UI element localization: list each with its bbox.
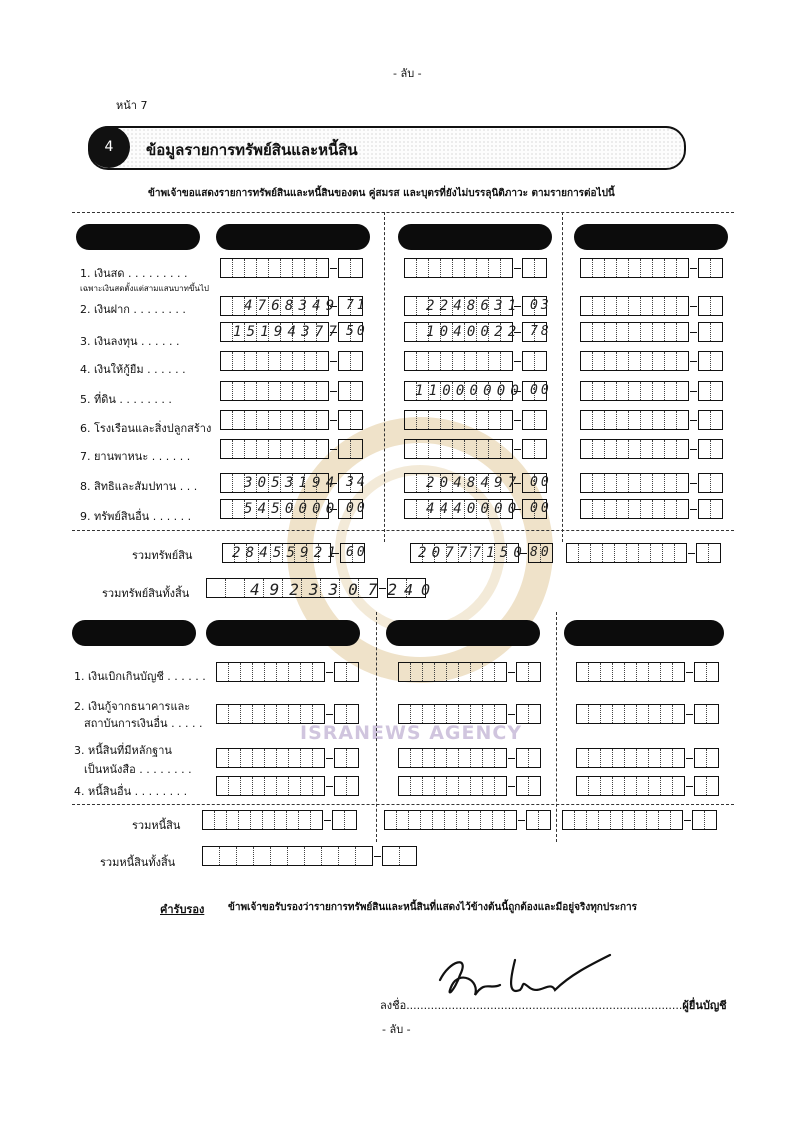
liability-row-2-col3-boxes — [576, 704, 719, 724]
deposit-col1-dec: 71 — [346, 298, 368, 313]
liability-total-label: รวมหนี้สิน — [132, 819, 181, 832]
asset-row-1-col2-boxes — [404, 258, 547, 278]
liability-label-documented-a: 3. หนี้สินที่มีหลักฐาน — [74, 744, 172, 757]
investment-col2-int: 1040022 — [426, 324, 522, 340]
asset-row-6-col2-boxes — [404, 410, 547, 430]
liability-label-overdraft: 1. เงินเบิกเกินบัญชี . . . . . . — [74, 670, 206, 683]
asset-row-9-col3-boxes — [580, 499, 723, 519]
liability-row-4-col1-boxes — [216, 776, 359, 796]
asset-row-1-col3-boxes — [580, 258, 723, 278]
land-col2-dec: 00 — [530, 383, 552, 398]
liability-label-documented-b: เป็นหนังสือ . . . . . . . . — [84, 763, 192, 776]
asset-row-2-col3-boxes — [580, 296, 723, 316]
other-col2-dec: 00 — [530, 501, 552, 516]
column-divider — [562, 212, 563, 542]
liability-label-bank-loan-b: สถาบันการเงินอื่น . . . . . — [84, 717, 203, 730]
asset-label-investment: 3. เงินลงทุน . . . . . . — [80, 335, 180, 348]
assets-header-col3-pill — [574, 224, 728, 250]
other-col2-int: 4440000 — [426, 501, 522, 517]
liability-total-col2-boxes — [384, 810, 551, 830]
liability-label-other: 4. หนี้สินอื่น . . . . . . . . — [74, 785, 188, 798]
asset-row-7-col1-boxes — [220, 439, 363, 459]
confidential-mark-top: - ลับ - — [393, 67, 422, 80]
asset-row-8-col3-boxes — [580, 473, 723, 493]
liabilities-header-label-pill — [72, 620, 196, 646]
assets-header-col1-pill — [216, 224, 370, 250]
signature-line — [380, 996, 727, 1014]
total-col1-int: 28455921 — [232, 545, 342, 561]
other-col1-int: 5450000 — [244, 501, 340, 517]
deposit-col1-int: 4768349 — [244, 298, 340, 314]
asset-row-6-col1-boxes — [220, 410, 363, 430]
liability-row-2-col1-boxes — [216, 704, 359, 724]
grand-total-int: 49233072 — [250, 580, 408, 599]
asset-total-label: รวมทรัพย์สิน — [132, 549, 193, 562]
asset-row-7-col2-boxes — [404, 439, 547, 459]
liability-grand-total-label: รวมหนี้สินทั้งสิ้น — [100, 856, 176, 869]
signature-prefix: ลงชื่อ — [380, 999, 407, 1012]
asset-row-5-col3-boxes — [580, 381, 723, 401]
confidential-mark-bottom: - ลับ - — [382, 1023, 411, 1036]
asset-note-deposit: เฉพาะเงินสดตั้งแต่สามแสนบาทขึ้นไป — [80, 284, 209, 293]
asset-grand-total-label: รวมทรัพย์สินทั้งสิ้น — [102, 587, 190, 600]
land-col2-int: 11000000 — [415, 383, 525, 399]
total-col2-dec: 80 — [530, 545, 552, 560]
liability-label-bank-loan-a: 2. เงินกู้จากธนาคารและ — [74, 700, 191, 713]
column-divider — [384, 212, 385, 542]
signature-suffix: ผู้ยื่นบัญชี — [682, 999, 727, 1012]
asset-label-land: 5. ที่ดิน . . . . . . . . — [80, 393, 172, 406]
liability-row-3-col2-boxes — [398, 748, 541, 768]
liability-total-col3-boxes — [562, 810, 717, 830]
liability-total-col1-boxes — [202, 810, 357, 830]
asset-label-deposit: 2. เงินฝาก . . . . . . . . — [80, 303, 186, 316]
certification-text: ข้าพเจ้าขอรับรองว่ารายการทรัพย์สินและหนี้สินที่แสดงไว้ข้างต้นนี้ถูกต้องและมีอยู่จริงทุกประการ — [228, 902, 637, 913]
assets-header-col2-pill — [398, 224, 552, 250]
asset-row-6-col3-boxes — [580, 410, 723, 430]
grand-total-dec: 40 — [404, 581, 439, 599]
section-number-badge: 4 — [88, 126, 130, 168]
assets-header-label-pill — [76, 224, 200, 250]
liabilities-header-col1-pill — [206, 620, 360, 646]
certification-heading: คำรับรอง — [160, 903, 205, 916]
intro-text: ข้าพเจ้าขอแสดงรายการทรัพย์สินและหนี้สินของตน คู่สมรส และบุตรที่ยังไม่บรรลุนิติภาวะ ตามรายการต่อไปนี้ — [148, 188, 615, 199]
rights-col2-int: 2048497 — [426, 475, 522, 491]
other-col1-dec: 00 — [346, 501, 368, 516]
liability-row-1-col2-boxes — [398, 662, 541, 682]
asset-label-loan: 4. เงินให้กู้ยืม . . . . . . — [80, 363, 186, 376]
row-divider — [72, 212, 734, 213]
total-col1-dec: 60 — [346, 545, 368, 560]
asset-row-4-col3-boxes — [580, 351, 723, 371]
liability-row-1-col1-boxes — [216, 662, 359, 682]
row-divider — [72, 804, 734, 805]
rights-col2-dec: 00 — [530, 475, 552, 490]
column-divider — [556, 612, 557, 842]
section-title: ข้อมูลรายการทรัพย์สินและหนี้สิน — [146, 141, 358, 159]
asset-label-other: 9. ทรัพย์สินอื่น . . . . . . — [80, 510, 192, 523]
investment-col1-int: 15194377 — [233, 324, 343, 340]
liabilities-header-col3-pill — [564, 620, 724, 646]
rights-col1-dec: 34 — [346, 475, 368, 490]
liability-row-3-col1-boxes — [216, 748, 359, 768]
asset-label-cash: 1. เงินสด . . . . . . . . . — [80, 267, 188, 280]
liability-row-1-col3-boxes — [576, 662, 719, 682]
column-divider — [376, 612, 377, 842]
asset-row-7-col3-boxes — [580, 439, 723, 459]
asset-row-4-col1-boxes — [220, 351, 363, 371]
row-divider — [72, 530, 734, 531]
liabilities-header-col2-pill — [386, 620, 540, 646]
investment-col2-dec: 78 — [530, 324, 552, 339]
liability-row-2-col2-boxes — [398, 704, 541, 724]
asset-row-4-col2-boxes — [404, 351, 547, 371]
deposit-col2-dec: 03 — [530, 298, 552, 313]
asset-row-5-col1-boxes — [220, 381, 363, 401]
rights-col1-int: 3053194 — [244, 475, 340, 491]
liability-row-3-col3-boxes — [576, 748, 719, 768]
investment-col1-dec: 50 — [346, 324, 368, 339]
asset-row-3-col3-boxes — [580, 322, 723, 342]
asset-label-building: 6. โรงเรือนและสิ่งปลูกสร้าง — [80, 422, 212, 435]
liability-row-4-col3-boxes — [576, 776, 719, 796]
page-label: หน้า 7 — [116, 99, 148, 112]
asset-row-1-col1-boxes — [220, 258, 363, 278]
liability-grand-total-boxes — [202, 846, 417, 866]
watermark-text: ISRANEWS AGENCY — [300, 722, 523, 744]
asset-total-col3-boxes — [566, 543, 721, 563]
deposit-col2-int: 2248631 — [426, 298, 522, 314]
liability-row-4-col2-boxes — [398, 776, 541, 796]
asset-label-rights: 8. สิทธิและสัมปทาน . . . — [80, 480, 198, 493]
asset-label-vehicle: 7. ยานพาหนะ . . . . . . — [80, 450, 191, 463]
total-col2-int: 20777150 — [418, 545, 528, 561]
signature-dots: ............................................................................... — [406, 999, 683, 1012]
